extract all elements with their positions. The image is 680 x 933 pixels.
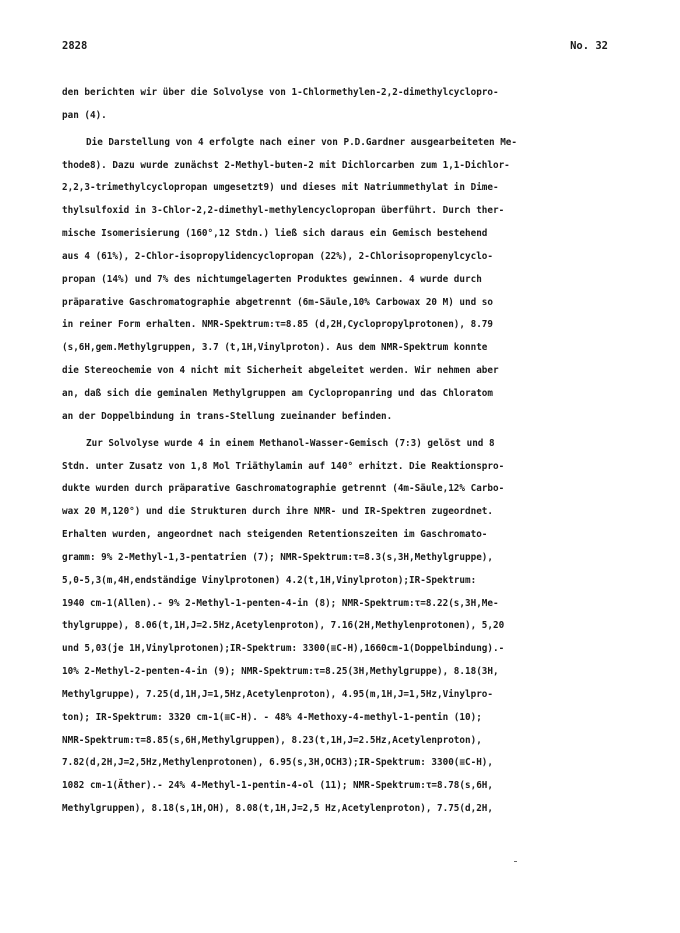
text-line: 2,2,3-trimethylcyclopropan umgesetzt9) und dieses mit Natriummethylat in Dime-	[62, 182, 499, 194]
text-line: Die Darstellung von 4 erfolgte nach einer von P.D.Gardner ausgearbeiteten Me-	[86, 136, 517, 148]
text-line: gramm: 9% 2-Methyl-1,3-pentatrien (7); NMR-Spektrum:τ=8.3(s,3H,Methylgruppe),	[62, 551, 493, 563]
paragraph-preparation	[62, 132, 617, 429]
text-line: Erhalten wurden, angeordnet nach steigenden Retentionszeiten im Gaschromato-	[62, 529, 488, 541]
text-line: Methylgruppe), 7.25(d,1H,J=1,5Hz,Acetylenproton), 4.95(m,1H,J=1,5Hz,Vinylpro-	[62, 688, 493, 700]
text-line: und 5,03(je 1H,Vinylprotonen);IR-Spektrum: 3300(≡C-H),1660cm-1(Doppelbindung).-	[62, 643, 505, 655]
text-line: Methylgruppen), 8.18(s,1H,OH), 8.08(t,1H,J=2,5 Hz,Acetylenproton), 7.75(d,2H,	[62, 803, 493, 815]
page-number: 2828	[62, 40, 88, 52]
text-line: pan (4).	[62, 109, 107, 121]
text-line: aus 4 (61%), 2-Chlor-isopropylidencyclopropan (22%), 2-Chlorisopropenylcyclo-	[62, 250, 493, 262]
article-body	[62, 82, 617, 821]
text-line: 10% 2-Methyl-2-penten-4-in (9); NMR-Spektrum:τ=8.25(3H,Methylgruppe), 8.18(3H,	[62, 666, 499, 678]
text-line: Zur Solvolyse wurde 4 in einem Methanol-Wasser-Gemisch (7:3) gelöst und 8	[86, 437, 495, 449]
text-line: 1082 cm-1(Äther).- 24% 4-Methyl-1-pentin-4-ol (11); NMR-Spektrum:τ=8.78(s,6H,	[62, 780, 493, 792]
text-line: thode8). Dazu wurde zunächst 2-Methyl-buten-2 mit Dichlorcarben zum 1,1-Dichlor-	[62, 159, 510, 171]
text-line: den berichten wir über die Solvolyse von 1-Chlormethylen-2,2-dimethylcyclopro-	[62, 87, 499, 98]
text-line: 7.82(d,2H,J=2,5Hz,Methylenprotonen), 6.95(s,3H,OCH3);IR-Spektrum: 3300(≡C-H),	[62, 757, 493, 769]
text-line: propan (14%) und 7% des nichtumgelagerten Produktes gewinnen. 4 wurde durch	[62, 273, 482, 285]
text-line: thylsulfoxid in 3-Chlor-2,2-dimethyl-methylencyclopropan überführt. Durch ther-	[62, 205, 505, 217]
text-line: mische Isomerisierung (160°,12 Stdn.) ließ sich daraus ein Gemisch bestehend	[62, 228, 488, 240]
text-line: ton); IR-Spektrum: 3320 cm-1(≡C-H). - 48% 4-Methoxy-4-methyl-1-pentin (10);	[62, 711, 482, 723]
text-line: an der Doppelbindung in trans-Stellung zueinander befinden.	[62, 410, 393, 422]
page-header	[62, 40, 618, 56]
text-line: an, daß sich die geminalen Methylgruppen am Cyclopropanring und das Chloratom	[62, 387, 493, 399]
text-line: wax 20 M,120°) und die Strukturen durch ihre NMR- und IR-Spektren zugeordnet.	[62, 506, 493, 518]
text-line: (s,6H,gem.Methylgruppen, 3.7 (t,1H,Vinylproton). Aus dem NMR-Spektrum konnte	[62, 342, 488, 354]
text-line: die Stereochemie von 4 nicht mit Sicherheit abgeleitet werden. Wir nehmen aber	[62, 365, 499, 377]
text-line: 1940 cm-1(Allen).- 9% 2-Methyl-1-penten-4-in (8); NMR-Spektrum:τ=8.22(s,3H,Me-	[62, 597, 499, 609]
paragraph-solvolysis-products	[62, 433, 617, 821]
text-line: thylgruppe), 8.06(t,1H,J=2.5Hz,Acetylenproton), 7.16(2H,Methylenprotonen), 5,20	[62, 620, 505, 632]
scan-speck	[514, 861, 517, 862]
text-line: 5,0-5,3(m,4H,endständige Vinylprotonen) 4.2(t,1H,Vinylproton);IR-Spektrum:	[62, 574, 477, 586]
text-line: in reiner Form erhalten. NMR-Spektrum:τ=8.85 (d,2H,Cyclopropylprotonen), 8.79	[62, 319, 493, 331]
text-line: dukte wurden durch präparative Gaschromatographie getrennt (4m-Säule,12% Carbo-	[62, 483, 505, 495]
text-line: Stdn. unter Zusatz von 1,8 Mol Triäthylamin auf 140° erhitzt. Die Reaktionspro-	[62, 460, 505, 472]
paragraph-solvolysis-intro	[62, 82, 617, 128]
text-line: präparative Gaschromatographie abgetrennt (6m-Säule,10% Carbowax 20 M) und so	[62, 296, 493, 308]
journal-issue: No. 32	[570, 40, 608, 52]
text-line: NMR-Spektrum:τ=8.85(s,6H,Methylgruppen), 8.23(t,1H,J=2.5Hz,Acetylenproton),	[62, 734, 482, 746]
